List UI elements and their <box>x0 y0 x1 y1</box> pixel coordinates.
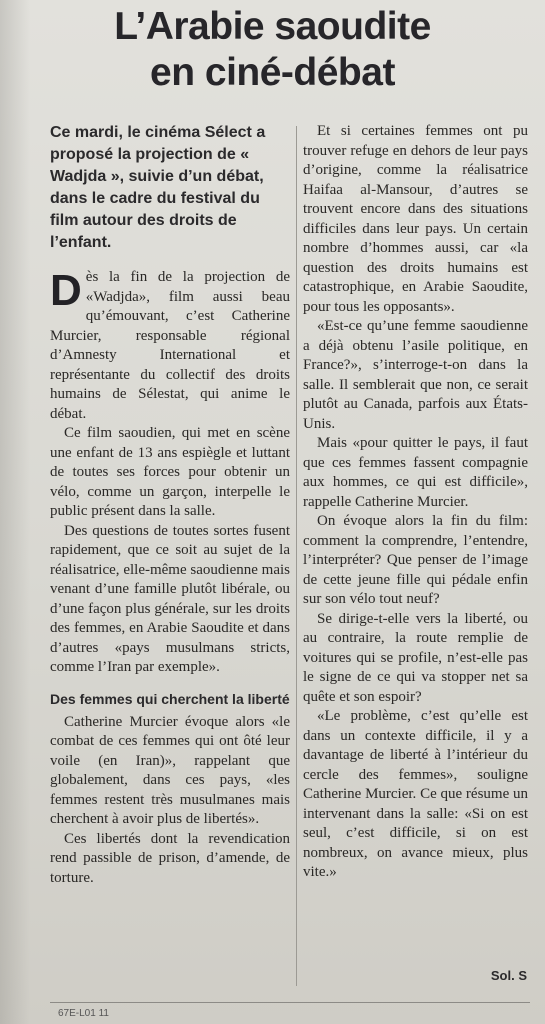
paragraph: «Le problème, c’est qu’elle est dans un contexte difficile, il y a davantage de liberté à l’intérieur du cercle des femmes», souligne Catherine Murcier. Ce que résume un intervenant dans la salle: «Si on est seul, c’est difficile, si on est nombreux, on avance mieux, plus vite.» <box>303 708 528 880</box>
left-column <box>50 122 290 1002</box>
bottom-divider <box>50 1002 530 1003</box>
paragraph: Des questions de toutes sortes fusent rapidement, que ce soit au sujet de la réalisatrice, elle-même saoudienne mais venant d’une famille plutôt libérale, ou d’une façon plus générale, sur les droits des femmes, en Arabie Saoudite et dans d’autres «pays musulmans stricts, comme l’Iran par exemple». <box>50 522 290 675</box>
headline-line-1: L’Arabie saoudite <box>114 5 431 48</box>
paragraph: Se dirige-t-elle vers la liberté, ou au contraire, la route remplie de voitures qui se profile, n’est-elle pas le signe de ce qui va stopper net sa quête et son espoir? <box>303 610 528 705</box>
paragraph: «Est-ce qu’une femme saoudienne a déjà obtenu l’asile politique, en France?», s’interroge-t-on dans la salle. Il semblerait que non, ce serait plutôt au Canada, parfois aux États-Unis. <box>303 318 528 432</box>
paragraph <box>50 268 290 424</box>
right-column <box>303 122 528 982</box>
section-subheading: Des femmes qui cherchent la liberté <box>50 690 290 707</box>
paragraph: Et si certaines femmes ont pu trouver refuge en dehors de leur pays d’origine, comme la réalisatrice Haifaa al-Mansour, d’autres se trouvent encore dans des situations difficiles dans leur pays. Un certain nombre d’hommes aussi, car «la question des droits humains est catastrophique, en Arabie Saoudite, pour tous les opposants». <box>303 123 528 315</box>
paragraph: Ce film saoudien, qui met en scène une enfant de 13 ans espiègle et luttant de toutes ses forces pour obtenir un vélo, comme un garçon, interpelle le public présent dans la salle. <box>50 425 290 519</box>
paragraph: Ces libertés dont la revendication rend passible de prison, d’amende, de torture. <box>50 830 290 886</box>
column-divider <box>296 126 297 986</box>
paragraph: Catherine Murcier évoque alors «le combat de ces femmes qui ont ôté leur voile (en Iran)», rappelant que globalement, dans ces pays, «les femmes restent très musulmanes mais cherchent à avoir plus de libertés». <box>50 713 290 827</box>
paragraph-text: ès la fin de la projection de «Wadjda», film aussi beau qu’émouvant, c’est Catherine Murcier, responsable régional d’Amnesty International et représentante du collectif des droits humains de Sélestat, qui anime le débat. <box>50 269 290 422</box>
page-shadow <box>0 0 30 1024</box>
paragraph: On évoque alors la fin du film: comment la comprendre, l’entendre, l’interpréter? Que penser de l’image de cette jeune fille qui pédale enfin sur son vélo tout neuf? <box>303 513 528 607</box>
page-code: 67E-L01 11 <box>58 1008 109 1019</box>
drop-cap: D <box>50 266 82 315</box>
author-signature: Sol. S <box>490 968 527 983</box>
paragraph: Mais «pour quitter le pays, il faut que ces femmes fassent compagnie aux hommes, ce qui est difficile», rappelle Catherine Murcier. <box>303 435 528 510</box>
headline-line-2: en ciné-débat <box>150 51 395 94</box>
article-lead: Ce mardi, le cinéma Sélect a proposé la projection de « Wadjda », suivie d’un débat, dans le cadre du festival du film autour des droits de l’enfant. <box>50 124 266 251</box>
article-headline <box>0 4 545 96</box>
